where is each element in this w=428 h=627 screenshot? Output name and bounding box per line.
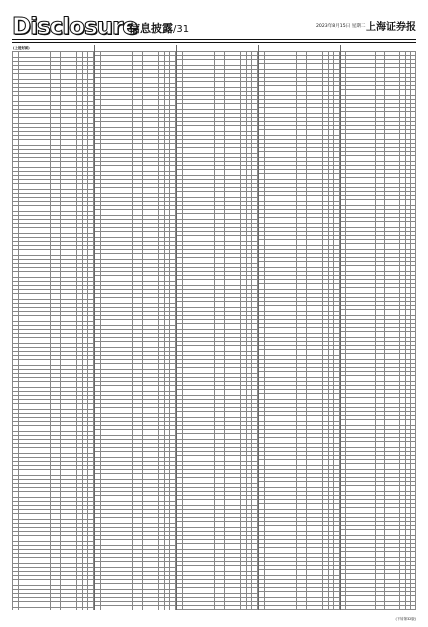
- table-cell: [18, 608, 50, 611]
- table-body: [259, 52, 340, 611]
- disclosure-table: [12, 51, 94, 610]
- column-lead: (上接封面): [13, 46, 30, 50]
- table-cell: [252, 610, 258, 611]
- table-cell: [60, 608, 76, 611]
- disclosure-table: [94, 51, 176, 610]
- table-body: [177, 52, 258, 611]
- disclosure-table: [340, 51, 416, 610]
- header-rule: [12, 39, 416, 40]
- table-cell: [182, 610, 214, 611]
- disclosure-table: [176, 51, 258, 610]
- table-cell: [170, 606, 176, 611]
- table-cell: [224, 610, 240, 611]
- column-3: [176, 45, 258, 610]
- table-cell: [264, 610, 296, 611]
- table-body: [341, 52, 416, 611]
- table-row: [13, 608, 94, 611]
- column-5: [340, 45, 416, 610]
- table-body: [13, 52, 94, 611]
- table-row: [259, 610, 340, 611]
- table-cell: [100, 606, 132, 611]
- dateline: 2023年8月15日 星期二: [316, 24, 366, 29]
- column-2: [94, 45, 176, 610]
- disclosure-logo: Disclosure: [12, 14, 137, 40]
- table-cell: [334, 610, 340, 611]
- table-cell: [306, 610, 322, 611]
- table-cell: [215, 610, 225, 611]
- page-number: /31: [173, 24, 190, 35]
- table-cell: [88, 608, 94, 611]
- table-cell: [133, 606, 143, 611]
- table-cell: [51, 608, 61, 611]
- section-name: 信息披露: [129, 22, 173, 35]
- column-1: [12, 45, 94, 610]
- table-row: [177, 610, 258, 611]
- disclosure-columns: [12, 45, 416, 610]
- table-cell: [142, 606, 158, 611]
- newspaper-name: 上海证券报: [366, 22, 416, 33]
- masthead: [12, 12, 416, 42]
- section-title: [129, 20, 189, 36]
- column-4: [258, 45, 340, 610]
- disclosure-table: [258, 51, 340, 610]
- table-row: [95, 606, 176, 611]
- table-cell: [297, 610, 307, 611]
- header-rule-thin: [12, 42, 416, 43]
- table-body: [95, 52, 176, 611]
